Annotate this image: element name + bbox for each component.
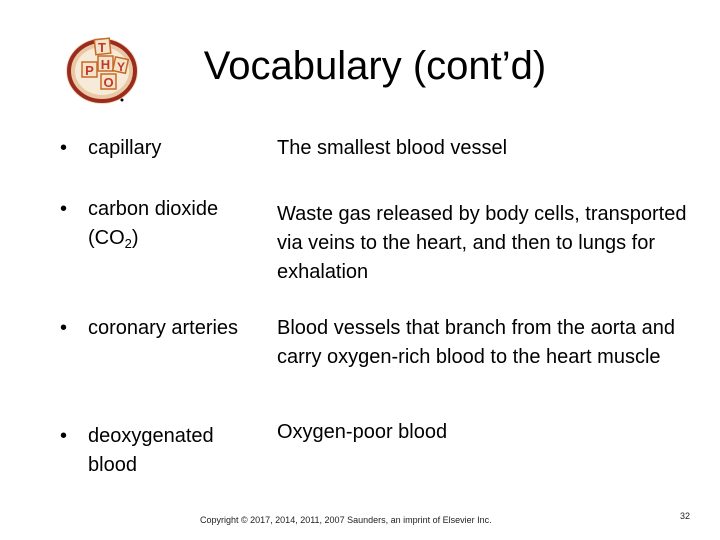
term-cell <box>60 314 272 343</box>
term-cell <box>60 134 272 163</box>
term-suffix: ) <box>131 227 139 249</box>
definition-text: Oxygen-poor blood <box>277 421 448 443</box>
definition-text: Blood vessels that branch from the aorta and carry oxygen-rich blood to the heart muscle <box>277 317 676 368</box>
term-cell <box>60 422 272 480</box>
bullet: • <box>60 198 68 220</box>
definition-text: Waste gas released by body cells, transported via veins to the heart, and then to lungs for exhalation <box>277 203 687 283</box>
logo-letter-h: H <box>100 57 111 72</box>
term-label: coronary arteries <box>88 317 239 339</box>
copyright-footer: Copyright © 2017, 2014, 2011, 2007 Saunders, an imprint of Elsevier Inc. <box>200 515 492 525</box>
term-label: deoxygenated blood <box>88 425 214 476</box>
page-number: 32 <box>679 511 690 521</box>
logo-letter-p: P <box>85 63 94 78</box>
bullet: • <box>60 425 68 447</box>
logo-letter-o: O <box>103 75 114 90</box>
bullet: • <box>60 317 68 339</box>
term-cell <box>60 195 272 253</box>
term-label: capillary <box>88 137 162 159</box>
term-label <box>60 195 272 253</box>
logo-letter-t: T <box>98 40 106 55</box>
term-prefix: carbon dioxide (CO <box>88 198 219 249</box>
term-subscript: 2 <box>124 236 132 251</box>
logo-letter-y: Y <box>116 60 126 74</box>
definition-text: The smallest blood vessel <box>277 137 508 159</box>
phy-logo-icon <box>62 34 148 106</box>
slide-title: Vocabulary (cont’d) <box>203 44 547 88</box>
bullet: • <box>60 137 68 159</box>
